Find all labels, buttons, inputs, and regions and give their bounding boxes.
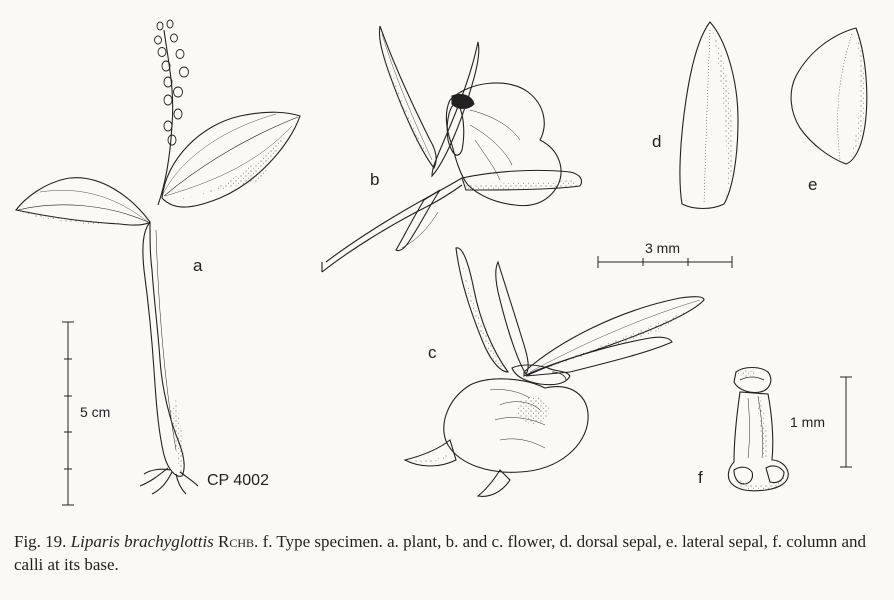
panel-label-e: e [808,175,818,194]
panel-label-b: b [370,170,380,189]
flower-side-drawing [322,26,582,272]
dorsal-sepal-drawing [680,22,738,209]
panel-label-a: a [193,256,203,275]
scale-label-plant: 5 cm [80,404,111,420]
plant-drawing [16,20,300,494]
panel-label-c: c [428,343,437,362]
caption-figure-number: Fig. 19. [14,532,67,551]
figure-caption [14,530,880,576]
lateral-sepal-drawing [791,28,867,164]
caption-text: f. Type specimen. a. plant, b. and c. flower, d. dorsal sepal, e. lateral sepal, f. column and calli at its base. [14,532,867,574]
scale-bar-plant [62,322,74,505]
scale-label-sepals: 3 mm [645,240,680,256]
panel-label-d: d [652,132,662,151]
flower-front-drawing [405,248,704,497]
scale-label-column: 1 mm [790,414,825,430]
leaf-right [162,112,300,207]
scale-bar-sepals [598,256,732,268]
leaf-left [16,178,150,225]
specimen-code: CP 4002 [207,472,269,489]
panel-label-f: f [698,468,703,487]
scale-bar-column [840,377,852,467]
caption-species: Liparis brachyglottis [70,532,214,551]
column-drawing [728,368,788,491]
caption-author: Rchb. [218,532,259,551]
flower-lip-front [444,379,588,472]
